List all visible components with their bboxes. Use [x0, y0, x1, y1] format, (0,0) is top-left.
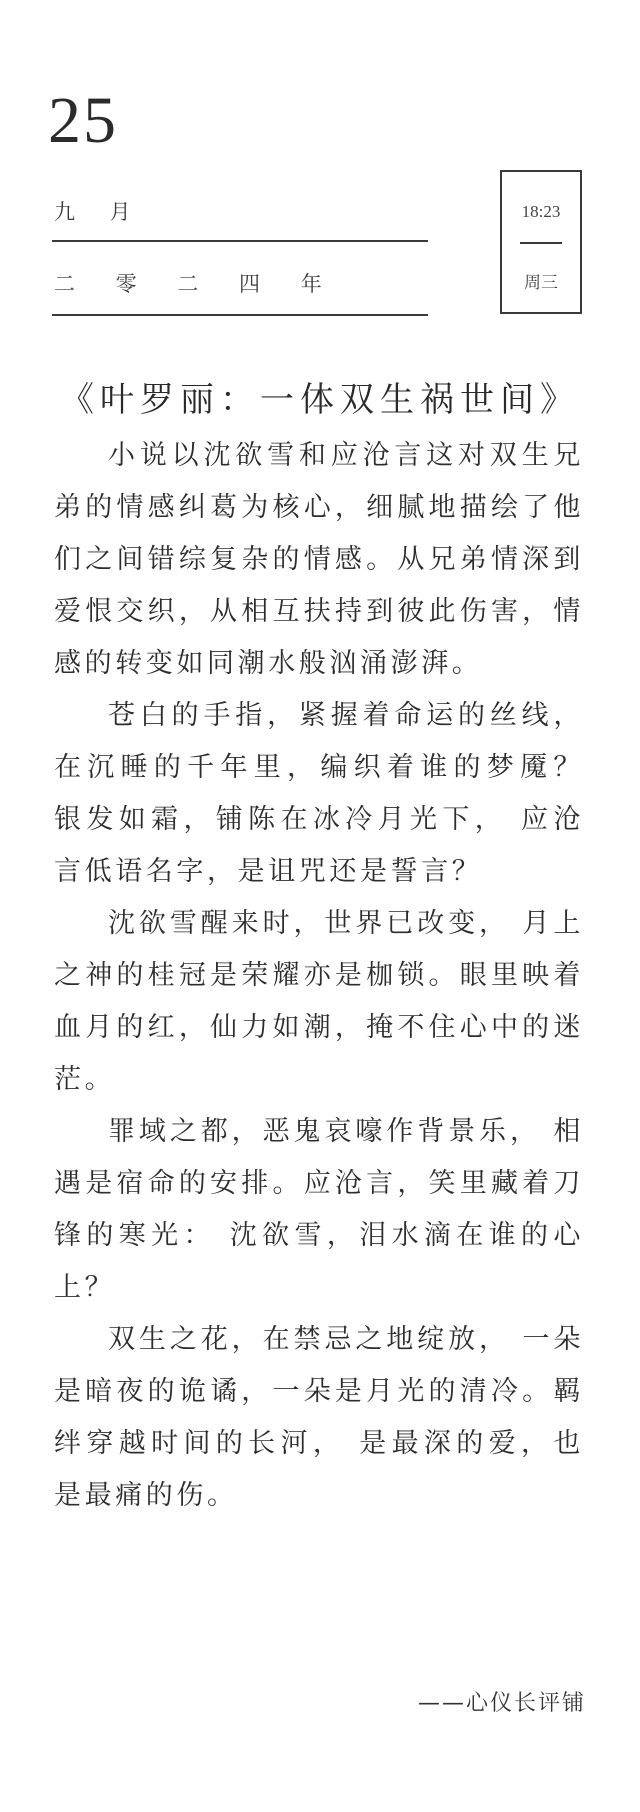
article-title: 《叶罗丽：一体双生祸世间》: [60, 380, 580, 420]
time-box-divider: [520, 242, 562, 244]
paragraph: 罪域之都，恶鬼哀嚎作背景乐， 相遇是宿命的安排。应沧言，笑里藏着刀锋的寒光： 沈欲雪，泪水滴在谁的心上？: [54, 1116, 584, 1303]
paragraph: 小说以沈欲雪和应沧言这对双生兄弟的情感纠葛为核心，细腻地描绘了他们之间错综复杂的情感。从兄弟情深到爱恨交织，从相互扶持到彼此伤害，情感的转变如同潮水般汹涌澎湃。: [54, 440, 584, 679]
signature: ——心仪长评铺: [417, 1691, 586, 1716]
divider-top: [52, 240, 428, 242]
day-number: 25: [48, 84, 118, 157]
time-label: 18:23: [521, 202, 561, 221]
paragraph: 苍白的手指，紧握着命运的丝线， 在沉睡的千年里，编织着谁的梦魇？ 银发如霜，铺陈在冰冷月光下， 应沧言低语名字，是诅咒还是誓言？: [54, 700, 584, 887]
divider-bottom: [52, 314, 428, 316]
time-box: [500, 170, 582, 314]
weekday-label: 周三: [524, 273, 558, 293]
month-label: 九 月: [54, 200, 145, 224]
paragraph: 沈欲雪醒来时，世界已改变， 月上之神的桂冠是荣耀亦是枷锁。眼里映着血月的红，仙力如潮，掩不住心中的迷茫。: [54, 908, 584, 1095]
year-label: 二 零 二 四 年: [54, 272, 339, 296]
paragraph: 双生之花，在禁忌之地绽放， 一朵是暗夜的诡谲，一朵是月光的清冷。羁绊穿越时间的长河， 是最深的爱，也是最痛的伤。: [54, 1324, 584, 1511]
article-body: [54, 430, 584, 1522]
